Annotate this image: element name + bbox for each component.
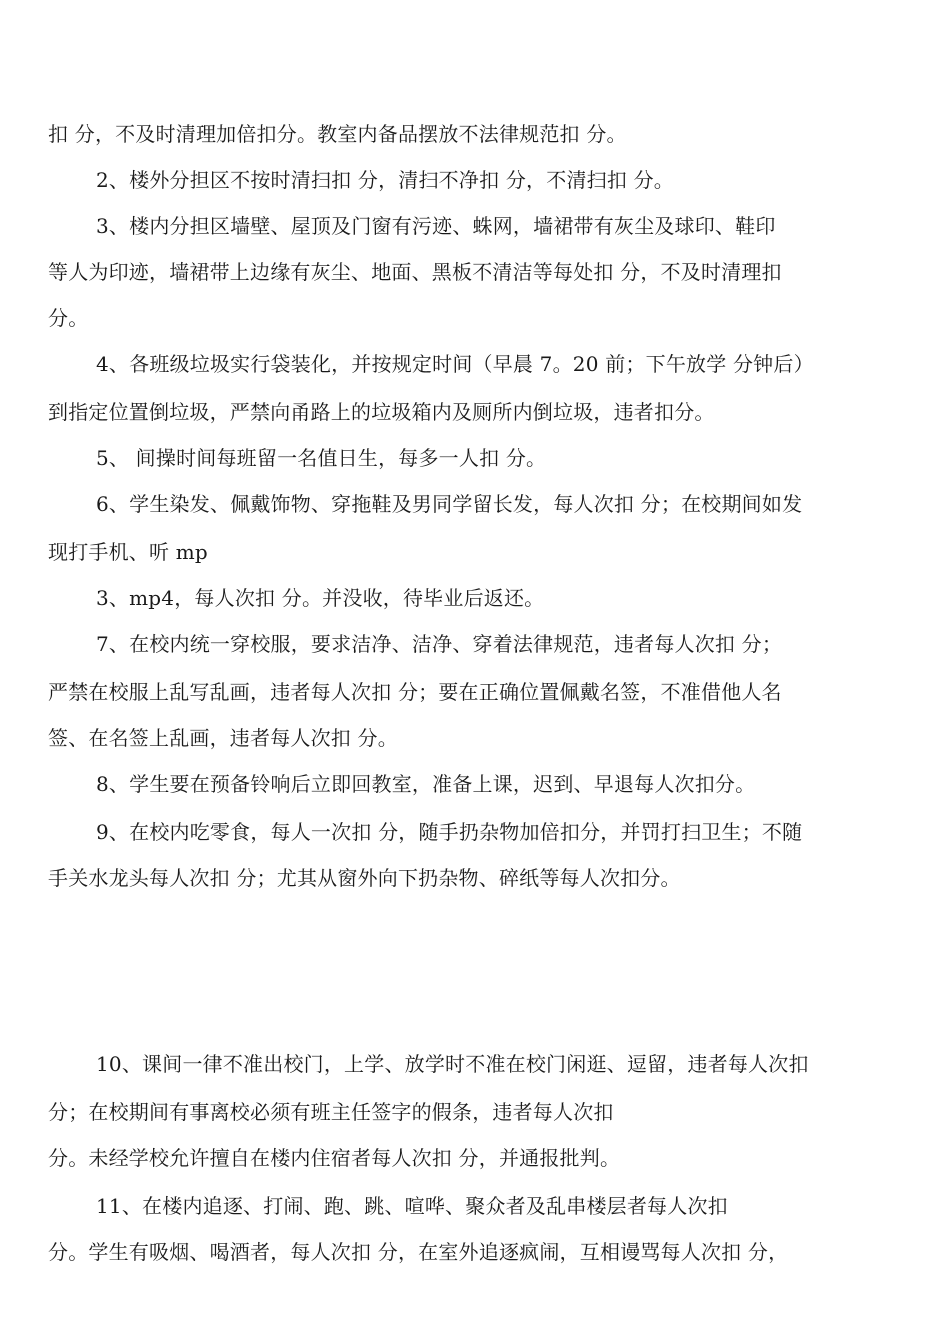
text-line: 6、学生染发、佩戴饰物、穿拖鞋及男同学留长发，每人次扣 分；在校期间如发 — [96, 492, 803, 516]
text-line: 4、各班级垃圾实行袋装化，并按规定时间（早晨 7。20 前；下午放学 分钟后） — [96, 352, 814, 376]
text-line: 签、在名签上乱画，违者每人次扣 分。 — [48, 726, 398, 750]
text-line: 8、学生要在预备铃响后立即回教室，准备上课，迟到、早退每人次扣分。 — [96, 772, 756, 796]
text-line: 分；在校期间有事离校必须有班主任签字的假条，违者每人次扣 — [48, 1100, 614, 1124]
text-line: 分。 — [48, 306, 89, 330]
text-line: 分。学生有吸烟、喝酒者，每人次扣 分，在室外追逐疯闹，互相谩骂每人次扣 分， — [48, 1240, 789, 1264]
text-line: 到指定位置倒垃圾，严禁向甬路上的垃圾箱内及厕所内倒垃圾，违者扣分。 — [48, 400, 715, 424]
text-line: 3、mp4，每人次扣 分。并没收，待毕业后返还。 — [96, 586, 545, 610]
text-line: 7、在校内统一穿校服，要求洁净、洁净、穿着法律规范，违者每人次扣 分； — [96, 632, 783, 656]
text-line: 11、在楼内追逐、打闹、跑、跳、喧哗、聚众者及乱串楼层者每人次扣 — [96, 1194, 728, 1218]
text-line: 严禁在校服上乱写乱画，违者每人次扣 分；要在正确位置佩戴名签，不准借他人名 — [48, 680, 782, 704]
text-line: 手关水龙头每人次扣 分；尤其从窗外向下扔杂物、碎纸等每人次扣分。 — [48, 866, 681, 890]
text-line: 10、课间一律不准出校门，上学、放学时不准在校门闲逛、逗留，违者每人次扣 — [96, 1052, 809, 1076]
text-line: 扣 分，不及时清理加倍扣分。教室内备品摆放不法律规范扣 分。 — [48, 122, 627, 146]
text-line: 现打手机、听 mp — [48, 540, 208, 564]
text-line: 等人为印迹，墙裙带上边缘有灰尘、地面、黑板不清洁等每处扣 分，不及时清理扣 — [48, 260, 782, 284]
text-line: 3、楼内分担区墙壁、屋顶及门窗有污迹、蛛网，墙裙带有灰尘及球印、鞋印 — [96, 214, 776, 238]
text-line: 5、 间操时间每班留一名值日生，每多一人扣 分。 — [96, 446, 547, 470]
text-line: 2、楼外分担区不按时清扫扣 分，清扫不净扣 分，不清扫扣 分。 — [96, 168, 674, 192]
text-line: 分。未经学校允许擅自在楼内住宿者每人次扣 分，并通报批判。 — [48, 1146, 621, 1170]
text-line: 9、在校内吃零食，每人一次扣 分，随手扔杂物加倍扣分，并罚打扫卫生；不随 — [96, 820, 803, 844]
